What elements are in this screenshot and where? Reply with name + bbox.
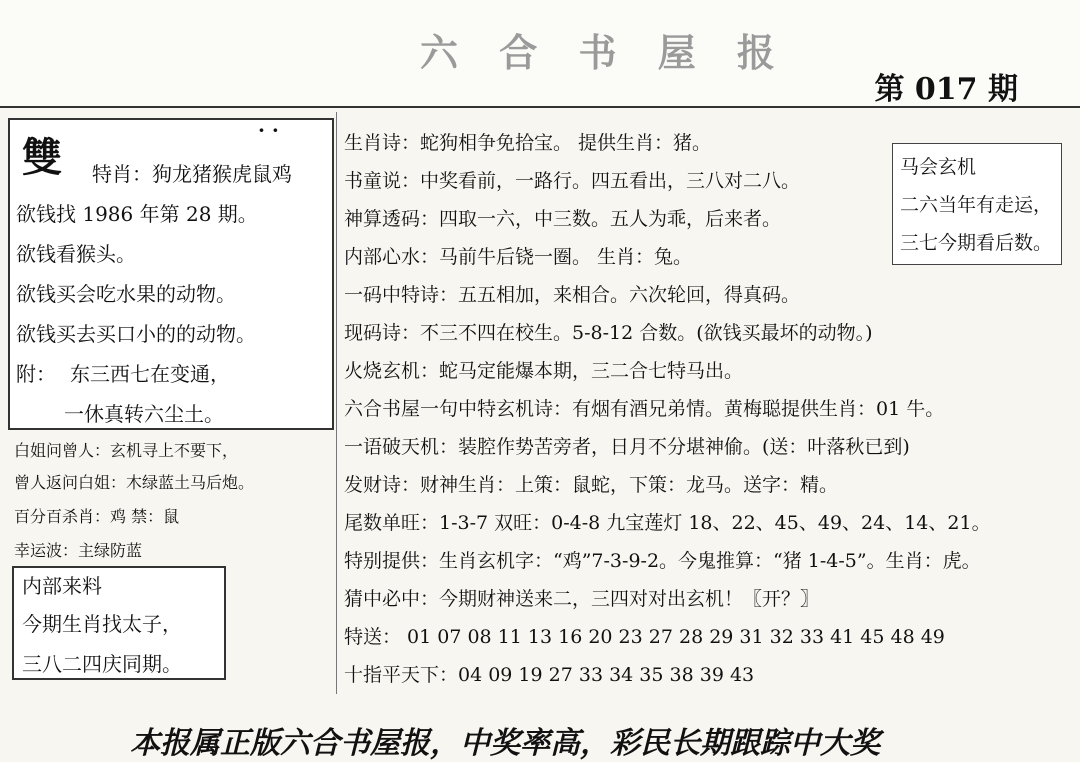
- newspaper-title: 六 合 书 屋 报: [420, 31, 789, 75]
- special-numbers-line: 特送： 01 07 08 11 13 16 20 23 27 28 29 31 32 33 41 45 48 49: [344, 626, 945, 648]
- horse-club-title: 马会玄机: [900, 156, 977, 178]
- main-line: 猜中必中：今期财神送来二，三四对对出玄机！〖开？〗: [344, 588, 820, 610]
- main-line: 火烧玄机：蛇马定能爆本期，三二合七特马出。: [344, 360, 744, 382]
- footer-slogan: 本报属正版六合书屋报，中奖率高，彩民长期跟踪中大奖: [130, 726, 880, 761]
- main-line: 一码中特诗：五五相加，来相合。六次轮回，得真码。: [344, 284, 801, 306]
- small-line: 幸运波：主绿防蓝: [14, 541, 143, 560]
- internal-line-2: 三八二四庆同期。: [22, 652, 182, 676]
- main-line: 特别提供：生肖玄机字：“鸡”7-3-9-2。今鬼推算：“猪 1-4-5”。生肖：虎。: [344, 550, 981, 572]
- internal-title: 内部来料: [22, 574, 102, 598]
- masthead: [0, 0, 1080, 106]
- small-line: 白姐问曾人：玄机寻上不要下，: [14, 441, 239, 460]
- ten-fingers-line: 十指平天下：04 09 19 27 33 34 35 38 39 43: [344, 664, 755, 686]
- main-line: 内部心水：马前牛后铙一圈。 生肖：兔。: [344, 246, 693, 268]
- main-line: 六合书屋一句中特玄机诗：有烟有酒兄弟情。黄梅聪提供生肖：01 牛。: [344, 398, 945, 420]
- note-line-2: 一休真转六尘土。: [64, 402, 224, 426]
- horse-club-line-1: 二六当年有走运，: [900, 194, 1053, 216]
- note-line-1: 东三西七在变通，: [70, 362, 230, 386]
- left-line: 欲钱买去买口小的的动物。: [16, 322, 256, 346]
- main-line: 生肖诗：蛇狗相争免拾宝。 提供生肖：猪。: [344, 132, 712, 154]
- left-line: 欲钱找 1986 年第 28 期。: [16, 202, 258, 226]
- decor-dots: · ·: [258, 118, 279, 142]
- horse-club-line-2: 三七今期看后数。: [900, 232, 1053, 254]
- double-character: 雙: [22, 134, 62, 181]
- small-line: 曾人返问白姐：木绿蓝土马后炮。: [14, 473, 255, 492]
- main-line: 现码诗：不三不四在校生。5-8-12 合数。(欲钱买最坏的动物。): [344, 322, 873, 344]
- main-line: 尾数单旺：1-3-7 双旺：0-4-8 九宝莲灯 18、22、45、49、24、14、21。: [344, 512, 991, 534]
- main-line: 神算透码：四取一六，中三数。五人为乖，后来者。: [344, 208, 782, 230]
- internal-line-1: 今期生肖找太子，: [22, 612, 182, 636]
- main-line: 一语破天机：装腔作势苦旁者，日月不分堪神偷。(送：叶落秋已到): [344, 436, 910, 458]
- tema-line: 特肖：狗龙猪猴虎鼠鸡: [92, 162, 292, 186]
- small-line: 百分百杀肖：鸡 禁：鼠: [14, 507, 180, 526]
- left-line: 欲钱看猴头。: [16, 242, 136, 266]
- main-line: 书童说：中奖看前，一路行。四五看出，三八对二八。: [344, 170, 801, 192]
- issue-number: 第 017 期: [874, 72, 1018, 107]
- main-line: 发财诗：财神生肖：上策：鼠蛇，下策：龙马。送字：精。: [344, 474, 839, 496]
- left-line: 欲钱买会吃水果的动物。: [16, 282, 236, 306]
- column-divider: [336, 112, 337, 694]
- note-label: 附：: [16, 362, 56, 386]
